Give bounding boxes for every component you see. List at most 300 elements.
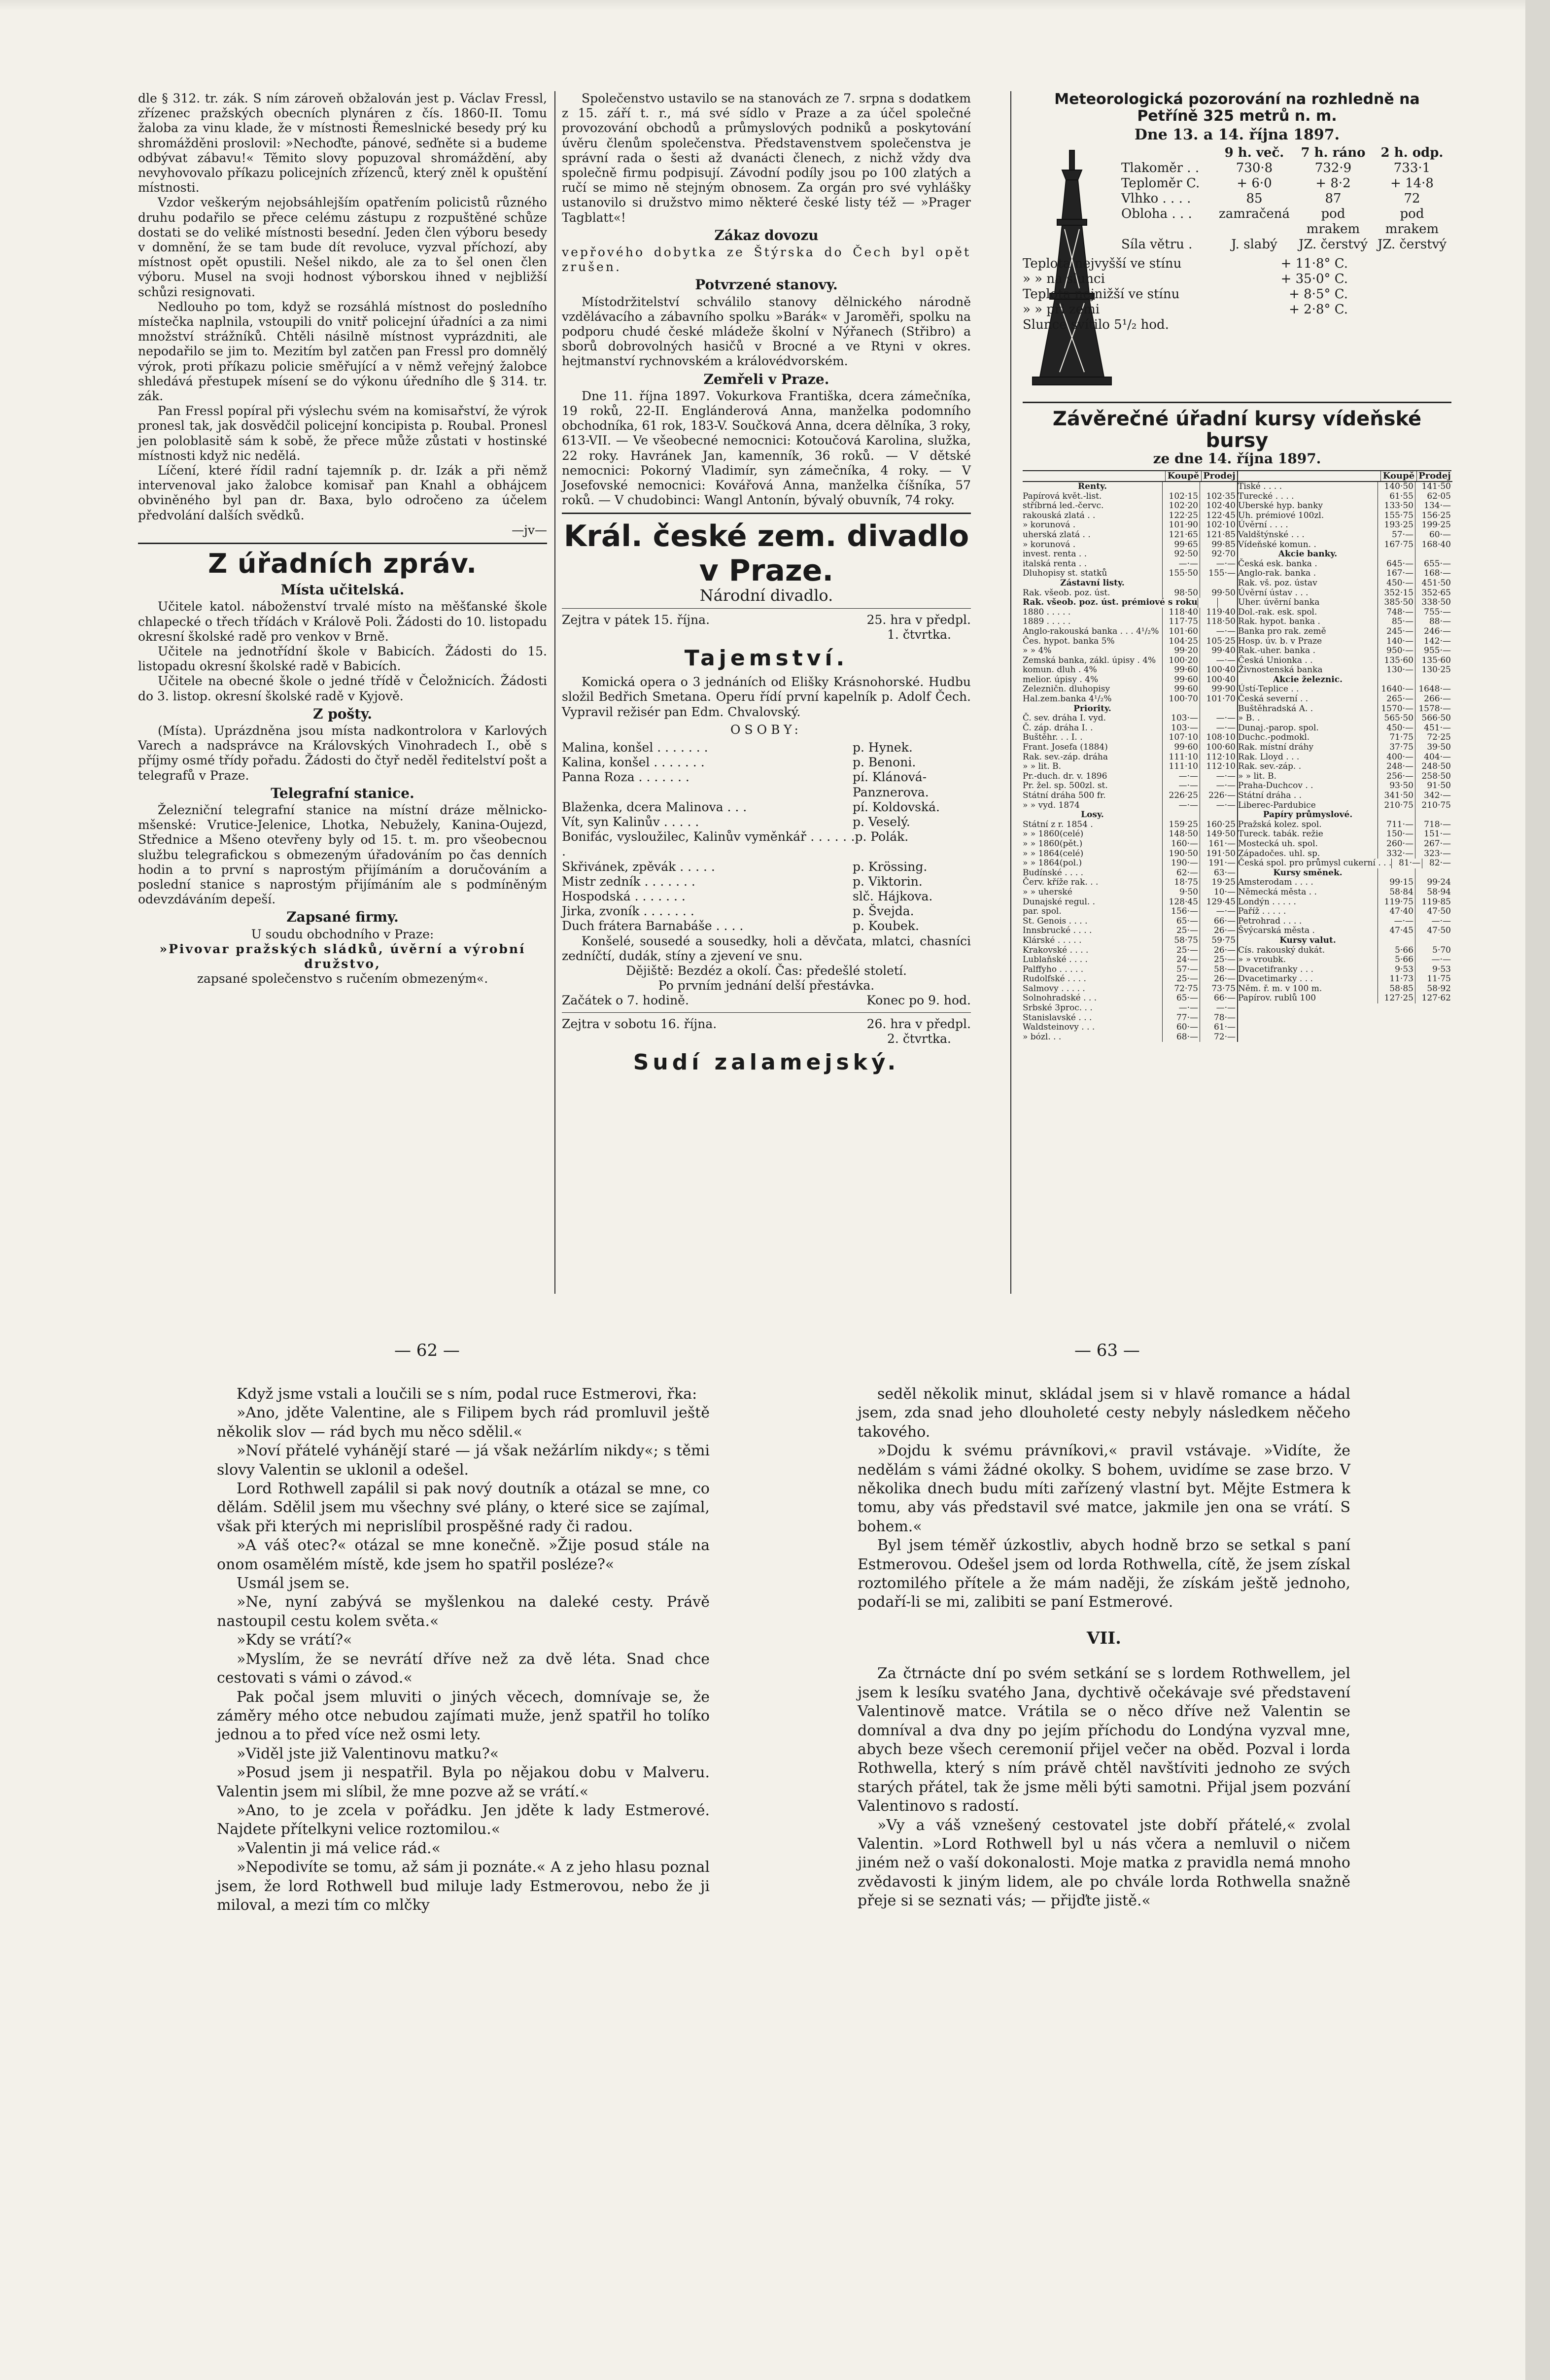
meteo-value: + 14·8 [1390, 176, 1434, 191]
stock-row [1023, 897, 1237, 907]
stock-sell: —·— [1200, 559, 1237, 569]
cast-actor: p. Viktorin. [853, 874, 923, 889]
stock-sell: 100·40 [1200, 665, 1237, 675]
stock-row [1238, 859, 1452, 868]
stock-sell [1217, 598, 1237, 608]
book-page-63-top [858, 1385, 1350, 1612]
stock-buy: 950·— [1378, 646, 1415, 656]
stock-sell: 78·— [1200, 1013, 1237, 1023]
stock-sell: 11·75 [1415, 974, 1452, 984]
stock-row [1238, 965, 1452, 975]
stock-name: Rak. všeob. poz. úst. [1023, 587, 1110, 598]
cast-role: Jirka, zvoník . . . . . . . [562, 904, 694, 919]
stock-sell: 156·25 [1415, 511, 1452, 521]
stock-row [1023, 820, 1237, 830]
stock-row [1238, 781, 1452, 791]
meteo-row [1121, 191, 1451, 207]
stock-sell: 102·35 [1200, 492, 1237, 502]
deaths-text: Dne 11. října 1897. Vokurkova Františka, dcera zámečníka, 19 roků, 22-II. Englánderová Anna, manželka podomního obchodníka, 61 rok, 183-V. Součková Anna, dcera dělníka, 3 roky, 613-VII. — Ve všeobecné nemocnici: Kotoučová Karolina, služka, 22 roky. Havránek Jan, kamenník, 36 roků. — V dětské nemocnici: Pokorný Vladimír, syn zámečníka, 4 roky. — V Josefovské nemocnici: Kovářová Anna, manželka číšníka, 57 roků. — V chudobinci: Wangl Antonín, bývalý obuvník, 74 roky. [562, 388, 971, 508]
col-buy: Koupě [1165, 471, 1201, 481]
book-paragraph: »Ano, to je zcela v pořádku. Jen jděte k lady Estmerové. Najdete přítelkyni velice roztomilou.« [217, 1801, 710, 1838]
stock-buy: 100·70 [1162, 694, 1200, 704]
stock-row [1238, 936, 1452, 946]
stock-row [1023, 762, 1237, 772]
stock-name: rakouská zlatá . . [1023, 510, 1096, 520]
cast-role: Duch frátera Barnabáše . . . . [562, 919, 744, 933]
meteo-label: Síla větru . [1121, 237, 1193, 252]
stock-sell: 127·62 [1415, 994, 1452, 1003]
stock-row [1238, 926, 1452, 936]
stock-buy: 1570·— [1378, 704, 1415, 714]
stock-row [1023, 1013, 1237, 1023]
firms-type: zapsané společenstvo s ručením obmezeným«. [197, 971, 488, 986]
stock-row [1238, 492, 1452, 502]
cast-actor: pí. Klánová-Panznerova. [853, 770, 929, 799]
stock-buy: 85·— [1378, 617, 1415, 627]
stock-row [1023, 868, 1237, 878]
play-1-description: Komická opera o 3 jednáních od Elišky Krásnohorské. Hudbu složil Bedřich Smetana. Operu řídí první kapelník p. Adolf Čech. Vypravil režisér pan Edm. Chvalovský. [562, 675, 971, 719]
stock-row [1023, 994, 1237, 1003]
import-ban-text: vepřového dobytka ze Štýrska do Čech byl opět zrušen. [562, 245, 971, 275]
stock-sell: 248·50 [1415, 762, 1452, 772]
stock-buy: 260·— [1378, 839, 1415, 849]
stock-row [1238, 772, 1452, 782]
stock-name: 1889 . . . . . [1023, 617, 1071, 627]
stock-row [1023, 724, 1237, 733]
stock-row [1238, 627, 1452, 637]
stock-row [1238, 540, 1452, 550]
section-divider [1023, 402, 1451, 403]
firms-name: »Pivovar pražských sládků, úvěrní a výrobní družstvo, [159, 941, 526, 971]
stock-row [1238, 946, 1452, 956]
stock-sell [1415, 936, 1452, 946]
page-top-edge [0, 0, 1550, 11]
stock-name: Anglo-rakouská banka . . . 4¹/₂% [1023, 626, 1159, 636]
stock-buy: 60·— [1162, 1023, 1200, 1033]
stock-buy: 150·— [1378, 829, 1415, 839]
meteo-value: J. slabý [1231, 237, 1277, 252]
stock-row [1023, 917, 1237, 927]
meteo-value: 85 [1246, 191, 1263, 207]
stock-name: Buštěhr. . . I. . [1023, 732, 1083, 743]
stock-name: Pr.-duch. dr. v. 1896 [1023, 771, 1107, 781]
stock-name: Státní dráha . . [1238, 791, 1302, 800]
stock-row [1023, 482, 1237, 492]
stock-name: Vídeňské komun. . [1238, 539, 1316, 550]
stock-row [1238, 917, 1452, 927]
stock-buy [1162, 579, 1200, 588]
performance-1-date [562, 613, 971, 627]
stock-row [1023, 772, 1237, 782]
stock-buy [1198, 598, 1217, 608]
stock-buy: 159·25 [1162, 820, 1200, 830]
stock-sell: 258·50 [1415, 772, 1452, 782]
stock-buy: 748·— [1378, 608, 1415, 618]
stock-buy: 645·— [1378, 559, 1415, 569]
stock-name: Čes. hypot. banka 5% [1023, 636, 1115, 646]
temperature-label: » » při zemi [1023, 302, 1100, 317]
stock-sell: —·— [1200, 724, 1237, 733]
stock-buy: 57·— [1162, 965, 1200, 975]
cast-role: Hospodská . . . . . . . [562, 889, 686, 903]
stock-sell: 129·45 [1200, 897, 1237, 907]
cast-actor: p. Koubek. [853, 919, 919, 933]
divider [562, 608, 971, 609]
stock-buy: 101·90 [1162, 520, 1200, 530]
heading-import-ban: Zákaz dovozu [714, 227, 819, 243]
stock-row [1023, 791, 1237, 801]
cast-role: Kalina, konšel . . . . . . . [562, 755, 705, 770]
stock-name: Banka pro rak. země [1238, 626, 1326, 636]
stock-buy: 450·— [1378, 579, 1415, 588]
stock-name: Tureck. tabák. režie [1238, 829, 1323, 839]
stock-name: Rak. vš. poz. ústav [1238, 578, 1317, 588]
stock-row [1023, 955, 1237, 965]
meteo-value: pod mrakem [1385, 207, 1439, 237]
cast-role: Mistr zedník . . . . . . . [562, 874, 695, 889]
stock-name: » » vyd. 1874 [1023, 800, 1080, 810]
stock-buy: 58·85 [1378, 984, 1415, 994]
heading-statutes: Potvrzené stanovy. [695, 276, 838, 293]
stock-table-left [1023, 471, 1238, 1042]
stock-name: Renty. [1077, 482, 1107, 491]
cast-role: Bonifác, vysloužilec, Kalinův vyměnkář . . . . . . . [562, 829, 855, 859]
stock-name: invest. renta . . [1023, 549, 1087, 559]
temperature-label: Slunce svítilo 5¹/₂ hod. [1023, 317, 1169, 333]
stock-sell: 99·40 [1200, 646, 1237, 656]
stock-name: St. Genois . . . . [1023, 916, 1088, 926]
cast-actor: p. Benoni. [853, 755, 916, 770]
chorus-text: Konšelé, sousedé a sousedky, holi a děvčata, mlatci, chasníci zedníčtí, dudák, stíny a zjevení ve snu. [562, 933, 971, 963]
stock-sell: 88·— [1415, 617, 1452, 627]
column-left-news [138, 91, 547, 1259]
stock-sell: 101·70 [1200, 694, 1237, 704]
time-morning: 7 h. ráno [1301, 145, 1366, 161]
heading-teacher-posts: Místa učitelská. [280, 582, 405, 598]
stock-buy: 98·50 [1162, 588, 1200, 598]
meteo-value: 87 [1325, 191, 1342, 207]
stock-sell: 59·75 [1200, 936, 1237, 946]
stock-buy: 47·45 [1378, 926, 1415, 936]
stock-sell: 246·— [1415, 627, 1452, 637]
book-paragraph: Byl jsem téměř úzkostliv, abych hodně brzo se setkal s paní Estmerovou. Odešel jsem od lorda Rothwella, cítě, že jsem získal roztomilého přítele a že mám naději, že získám ještě jednoho, podaří-li se mi, zalibiti se paní Estmerové. [858, 1537, 1350, 1611]
cast-actor: p. Polák. [855, 829, 909, 844]
stock-row [1023, 714, 1237, 724]
stock-sell: 26·— [1200, 926, 1237, 936]
stock-buy: 155·50 [1162, 569, 1200, 579]
heading-telegraph: Telegrafní stanice. [271, 785, 414, 801]
stock-row [1238, 820, 1452, 830]
stock-buy: 156·— [1162, 907, 1200, 917]
stock-row [1023, 888, 1237, 897]
stock-sell: 62·05 [1415, 492, 1452, 502]
stock-name: par. spol. [1023, 906, 1062, 917]
stock-name: stříbrná led.-červc. [1023, 501, 1104, 511]
stock-buy: 155·75 [1378, 511, 1415, 521]
stock-name: Turecké . . . . [1238, 491, 1294, 501]
stock-buy: 130·— [1378, 665, 1415, 675]
stock-buy: 99·60 [1162, 665, 1200, 675]
stock-buy: 5·66 [1378, 946, 1415, 956]
stock-sell: —·— [1200, 781, 1237, 791]
stock-buy: 102·15 [1162, 492, 1200, 502]
cast-row [562, 874, 971, 889]
meteo-label: Obloha . . . [1121, 207, 1192, 222]
stock-row [1238, 588, 1452, 598]
temperature-value: + 35·0° C. [1280, 272, 1348, 287]
stock-row [1023, 501, 1237, 511]
stock-sell: —·— [1200, 1003, 1237, 1013]
stock-row [1023, 492, 1237, 502]
temperature-row [1023, 317, 1348, 333]
stock-row [1238, 888, 1452, 897]
stock-buy: 77·— [1162, 1013, 1200, 1023]
stock-buy: 58·84 [1378, 888, 1415, 897]
performance-1-quarter: 1. čtvrtka. [887, 627, 951, 642]
stock-row [1238, 984, 1452, 994]
stock-row [1238, 753, 1452, 762]
stock-name: Č. záp. dráha I. . [1023, 723, 1093, 733]
cast-row [562, 919, 971, 933]
cast-list [562, 740, 971, 934]
book-paragraph: »Posud jsem ji nespatřil. Byla po nějakou dobu v Malveru. Valentin jsem mi slíbil, že mne pozve až se vrátí.« [217, 1764, 710, 1800]
stock-row [1023, 598, 1237, 608]
stock-row [1238, 646, 1452, 656]
stock-sell [1415, 810, 1452, 820]
stock-sell: 108·10 [1200, 733, 1237, 743]
stock-sell: 352·65 [1415, 588, 1452, 598]
stock-buy: 140·50 [1378, 482, 1415, 492]
stock-name: » » uherské [1023, 887, 1072, 897]
stock-sell: 266·— [1415, 694, 1452, 704]
stock-buy: 167·— [1378, 569, 1415, 579]
stock-name: Cís. rakouský dukát. [1238, 945, 1325, 955]
book-paragraph: Když jsme vstali a loučili se s ním, podal ruce Estmerovi, řka: [237, 1385, 697, 1403]
temperature-label: » » na slunci [1023, 272, 1105, 287]
stock-row [1238, 868, 1452, 878]
stock-name: Švýcarská města . [1238, 926, 1315, 936]
stock-row [1238, 520, 1452, 530]
court-report-p5: Líčení, které řídil radní tajemník p. dr. Izák a při němž intervenoval jako žalobce komisař pan Knahl a obhájcem obviněného byl pan dr. Baxa, bylo odročeno za účelem předvolání dalších svědků. [138, 463, 547, 522]
stock-name: Dol.-rak. esk. spol. [1238, 607, 1317, 617]
stock-name: » » 1860(celé) [1023, 829, 1084, 839]
stock-row [1023, 849, 1237, 859]
stock-buy: —·— [1162, 801, 1200, 811]
stock-name: Innsbrucké . . . . [1023, 926, 1092, 936]
stock-buy: 117·75 [1162, 617, 1200, 627]
stock-buy: 128·45 [1162, 897, 1200, 907]
theatre-title: Král. české zem. divadlo v Praze. [563, 519, 969, 588]
meteo-value: pod mrakem [1306, 207, 1360, 237]
meteo-label: Tlakoměr . . [1121, 161, 1200, 176]
bourse-date: ze dne 14. října 1897. [1153, 450, 1321, 467]
meteo-row [1121, 176, 1451, 191]
stock-name: Rak.-uher. banka . [1238, 646, 1316, 656]
column-rule-1 [554, 91, 555, 1294]
stock-sell: 58·92 [1415, 984, 1452, 994]
stock-sell: 82·— [1422, 859, 1452, 868]
meteo-value: 733·1 [1393, 161, 1431, 176]
meteo-value: 72 [1404, 191, 1420, 207]
author-signature: —jv— [512, 522, 547, 537]
stock-buy: 9·50 [1162, 888, 1200, 897]
stock-buy: 58·75 [1162, 936, 1200, 946]
heading-firms: Zapsané firmy. [286, 909, 399, 926]
stock-name: Krakovské . . . . [1023, 945, 1089, 955]
stock-name: Uh. prémiové 100zl. [1238, 510, 1324, 520]
book-page-63 [858, 1385, 1350, 1911]
cast-row [562, 800, 971, 815]
stock-name: Budínské . . . . [1023, 867, 1084, 878]
stock-buy: 140·— [1378, 637, 1415, 647]
stock-row [1238, 878, 1452, 888]
stock-sell: 323·— [1415, 849, 1452, 859]
stock-row [1023, 974, 1237, 984]
stock-name: Amsterodam . . . . [1238, 877, 1313, 888]
stock-sell: 755·— [1415, 608, 1452, 618]
meteo-rows [1121, 161, 1451, 252]
stock-sell: 66·— [1200, 917, 1237, 927]
time-afternoon: 2 h. odp. [1380, 145, 1444, 161]
stock-sell: 112·10 [1200, 753, 1237, 762]
cast-actor: pí. Koldovská. [853, 799, 940, 814]
stock-name: Státní z r. 1854 . [1023, 819, 1093, 829]
stock-sell [1415, 550, 1452, 559]
stock-row [1023, 694, 1237, 704]
cast-role: Blaženka, dcera Malinova . . . [562, 799, 747, 814]
stock-buy [1378, 675, 1415, 685]
stock-name: » bózl. . . [1023, 1032, 1062, 1042]
stock-row [1023, 530, 1237, 540]
book-paragraph: »Valentin ji má velice rád.« [237, 1839, 441, 1857]
cast-role: Vít, syn Kalinův . . . . . [562, 814, 699, 829]
stock-buy: 565·50 [1378, 714, 1415, 724]
temperature-value: + 11·8° C. [1280, 256, 1348, 272]
stock-row [1023, 1023, 1237, 1033]
stock-buy: 711·— [1378, 820, 1415, 830]
stock-row [1023, 907, 1237, 917]
stock-sell: 1648·— [1415, 685, 1452, 694]
stock-buy: 99·60 [1162, 685, 1200, 694]
stock-row [1023, 781, 1237, 791]
stock-sell: 39·50 [1415, 743, 1452, 753]
meteo-value: JZ. čerstvý [1377, 237, 1447, 252]
stock-name: Losy. [1081, 810, 1104, 820]
stock-sell: 58·— [1200, 965, 1237, 975]
stock-buy: 167·75 [1378, 540, 1415, 550]
stock-sell: 19·25 [1200, 878, 1237, 888]
stock-name: Lublaňské . . . . [1023, 955, 1088, 965]
stock-sell: 26·— [1200, 974, 1237, 984]
stock-buy [1378, 936, 1415, 946]
book-paragraph: »Ano, jděte Valentine, ale s Filipem bych rád promluvil ještě několik slov — rád bych mu něco sdělil.« [217, 1404, 710, 1441]
stock-sell: —·— [1415, 917, 1452, 927]
book-paragraph: Pak počal jsem mluviti o jiných věcech, domnívaje se, že záměry mého otce nebudou zajímati muže, jenž spatřil ho tolíko jednou a to před více než osmi lety. [217, 1688, 710, 1744]
stock-buy: 71·75 [1378, 733, 1415, 743]
stock-row [1238, 482, 1452, 492]
stock-name: Německá města . . [1238, 887, 1317, 897]
meteo-value: 730·8 [1236, 161, 1273, 176]
stock-row [1023, 627, 1237, 637]
teacher-post-1: Učitele katol. náboženství trvalé místo na měšťanské škole chlapecké o třech třídách v Králově Poli. Žádosti do 10. listopadu okresní školské radě pro venkov v Brně. [138, 599, 547, 644]
stock-sell: 121·85 [1200, 530, 1237, 540]
stock-sell: 118·50 [1200, 617, 1237, 627]
stock-sell: 102·10 [1200, 520, 1237, 530]
stock-name: Červ. kříže rak. . . [1023, 877, 1099, 888]
stock-sell: 655·— [1415, 559, 1452, 569]
stock-name: Česká spol. pro průmysl cukerní . . . [1238, 858, 1392, 868]
post-office-text: (Místa). Uprázdněna jsou místa nadkontrolora v Karlových Varech a nadsprávce na Královských Vinohradech I., obě s příjmy osmé třídy pořadu. Žádosti do čtyř neděl ředitelství pošt a telegrafů v Praze. [138, 723, 547, 783]
stock-row [1023, 839, 1237, 849]
stock-buy: 148·50 [1162, 829, 1200, 839]
stock-row [1238, 829, 1452, 839]
stock-sell: 267·— [1415, 839, 1452, 849]
stock-name: Dluhopisy st. statků [1023, 568, 1107, 579]
stock-row [1023, 588, 1237, 598]
performance-2-subscription: 26. hra v předpl. [866, 1016, 971, 1031]
page-right-edge [1525, 0, 1550, 2380]
stock-row [1238, 762, 1452, 772]
start-end [562, 993, 971, 1008]
stock-buy: 37·75 [1378, 743, 1415, 753]
section-divider [562, 513, 971, 514]
stock-name: Dvacetifranky . . . [1238, 964, 1314, 974]
stock-sell: 47·50 [1415, 926, 1452, 936]
intermission-text: Po prvním jednání delší přestávka. [658, 978, 875, 993]
stock-buy: 248·— [1378, 762, 1415, 772]
stock-row [1023, 540, 1237, 550]
stock-sell: 160·25 [1200, 820, 1237, 830]
stock-sell: —·— [1200, 656, 1237, 666]
stock-row [1023, 753, 1237, 762]
stock-sell: 141·50 [1415, 482, 1452, 492]
col-sell: Prodej [1201, 471, 1237, 481]
book-paragraph: Usmál jsem se. [237, 1575, 350, 1592]
stock-buy: 72·75 [1162, 984, 1200, 994]
stock-sell: —·— [1200, 627, 1237, 637]
stock-row [1238, 694, 1452, 704]
stock-name: » korunová . [1023, 520, 1076, 530]
stock-name: Paříž . . . . . [1238, 906, 1286, 917]
stock-name: Úvěrní . . . . [1238, 520, 1288, 530]
stock-sell: 149·50 [1200, 829, 1237, 839]
meteo-label: Vlhko . . . . [1121, 191, 1191, 207]
stock-row [1238, 665, 1452, 675]
stock-row [1023, 637, 1237, 647]
stock-buy: 99·65 [1162, 540, 1200, 550]
cast-role: Skřivánek, zpěvák . . . . . [562, 859, 715, 874]
book-paragraph: »Viděl jste již Valentinovu matku?« [237, 1745, 499, 1762]
stock-header-right [1238, 471, 1452, 482]
stock-buy: 99·15 [1378, 878, 1415, 888]
stock-name: Anglo-rak. banka . [1238, 568, 1316, 579]
temperature-value: + 2·8° C. [1289, 302, 1348, 317]
meteo-row [1121, 237, 1451, 252]
stock-name: Zástavní listy. [1060, 578, 1125, 588]
stock-sell: 99·85 [1200, 540, 1237, 550]
book-paragraph: seděl několik minut, skládal jsem si v hlavě romance a hádal jsem, zda snad jeho dlouholeté cesty nebyly následkem něčeho takového. [858, 1385, 1350, 1441]
stock-row [1023, 665, 1237, 675]
stock-buy: 65·— [1162, 917, 1200, 927]
stock-row [1023, 878, 1237, 888]
cast-actor: p. Hynek. [853, 740, 913, 755]
stock-buy: —·— [1378, 917, 1415, 927]
stock-row [1023, 617, 1237, 627]
stock-row [1238, 656, 1452, 666]
stock-row [1238, 733, 1452, 743]
stock-sell: 199·25 [1415, 520, 1452, 530]
stock-name: Tiské . . . . [1238, 482, 1282, 491]
